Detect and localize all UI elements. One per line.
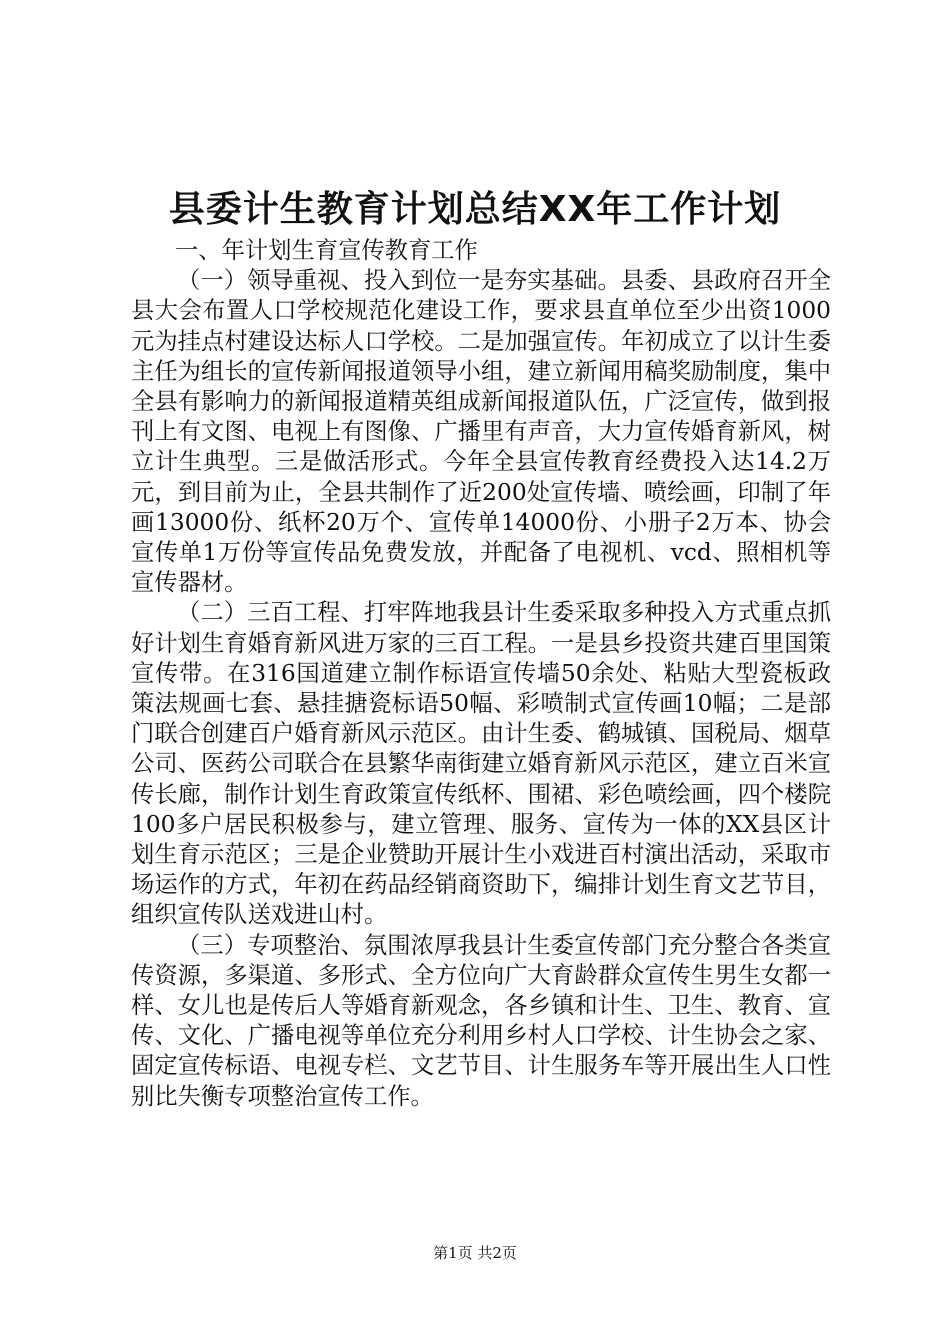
paragraph-1: （一）领导重视、投入到位一是夯实基础。县委、县政府召开全县大会布置人口学校规范化建设工作，要求县直单位至少出资1000元为挂点村建设达标人口学校。二是加强宣传。年初成立了以计生委主任为组长的宣传新闻报道领导小组，建立新闻用稿奖励制度，集中全县有影响力的新闻报道精英组成新闻报道队伍，广泛宣传，做到报刊上有文图、电视上有图像、广播里有声音，大力宣传婚育新风，树立计生典型。三是做活形式。今年全县宣传教育经费投入达14.2万元，到目前为止，全县共制作了近200处宣传墙、喷绘画，印制了年画13000份、纸杯20万个、宣传单14000份、小册子2万本、协会宣传单1万份等宣传品免费发放，并配备了电视机、vcd、照相机等宣传器材。 <box>131 267 831 597</box>
section-heading: 一、年计划生育宣传教育工作 <box>175 237 478 264</box>
document-body <box>131 236 831 1112</box>
paragraph-3: （三）专项整治、氛围浓厚我县计生委宣传部门充分整合各类宣传资源，多渠道、多形式、全方位向广大育龄群众宣传生男生女都一样、女儿也是传后人等婚育新观念，各乡镇和计生、卫生、教育、宣传、文化、广播电视等单位充分利用乡村人口学校、计生协会之家、固定宣传标语、电视专栏、文艺节目、计生服务车等开展出生人口性别比失衡专项整治宣传工作。 <box>131 931 831 1110</box>
page-footer: 第1页 共2页 <box>433 1244 517 1262</box>
document-title: 县委计生教育计划总结XX年工作计划 <box>168 189 782 230</box>
paragraph-2: （二）三百工程、打牢阵地我县计生委采取多种投入方式重点抓好计划生育婚育新风进万家的三百工程。一是县乡投资共建百里国策宣传带。在316国道建立制作标语宣传墙50余处、粘贴大型瓷板政策法规画七套、悬挂搪瓷标语50幅、彩喷制式宣传画10幅；二是部门联合创建百户婚育新风示范区。由计生委、鹤城镇、国税局、烟草公司、医药公司联合在县繁华南街建立婚育新风示范区，建立百米宣传长廊，制作计划生育政策宣传纸杯、围裙、彩色喷绘画，四个楼院100多户居民积极参与，建立管理、服务、宣传为一体的XX县区计划生育示范区；三是企业赞助开展计生小戏进百村演出活动，采取市场运作的方式，年初在药品经销商资助下，编排计划生育文艺节目，组织宣传队送戏进山村。 <box>131 599 831 929</box>
